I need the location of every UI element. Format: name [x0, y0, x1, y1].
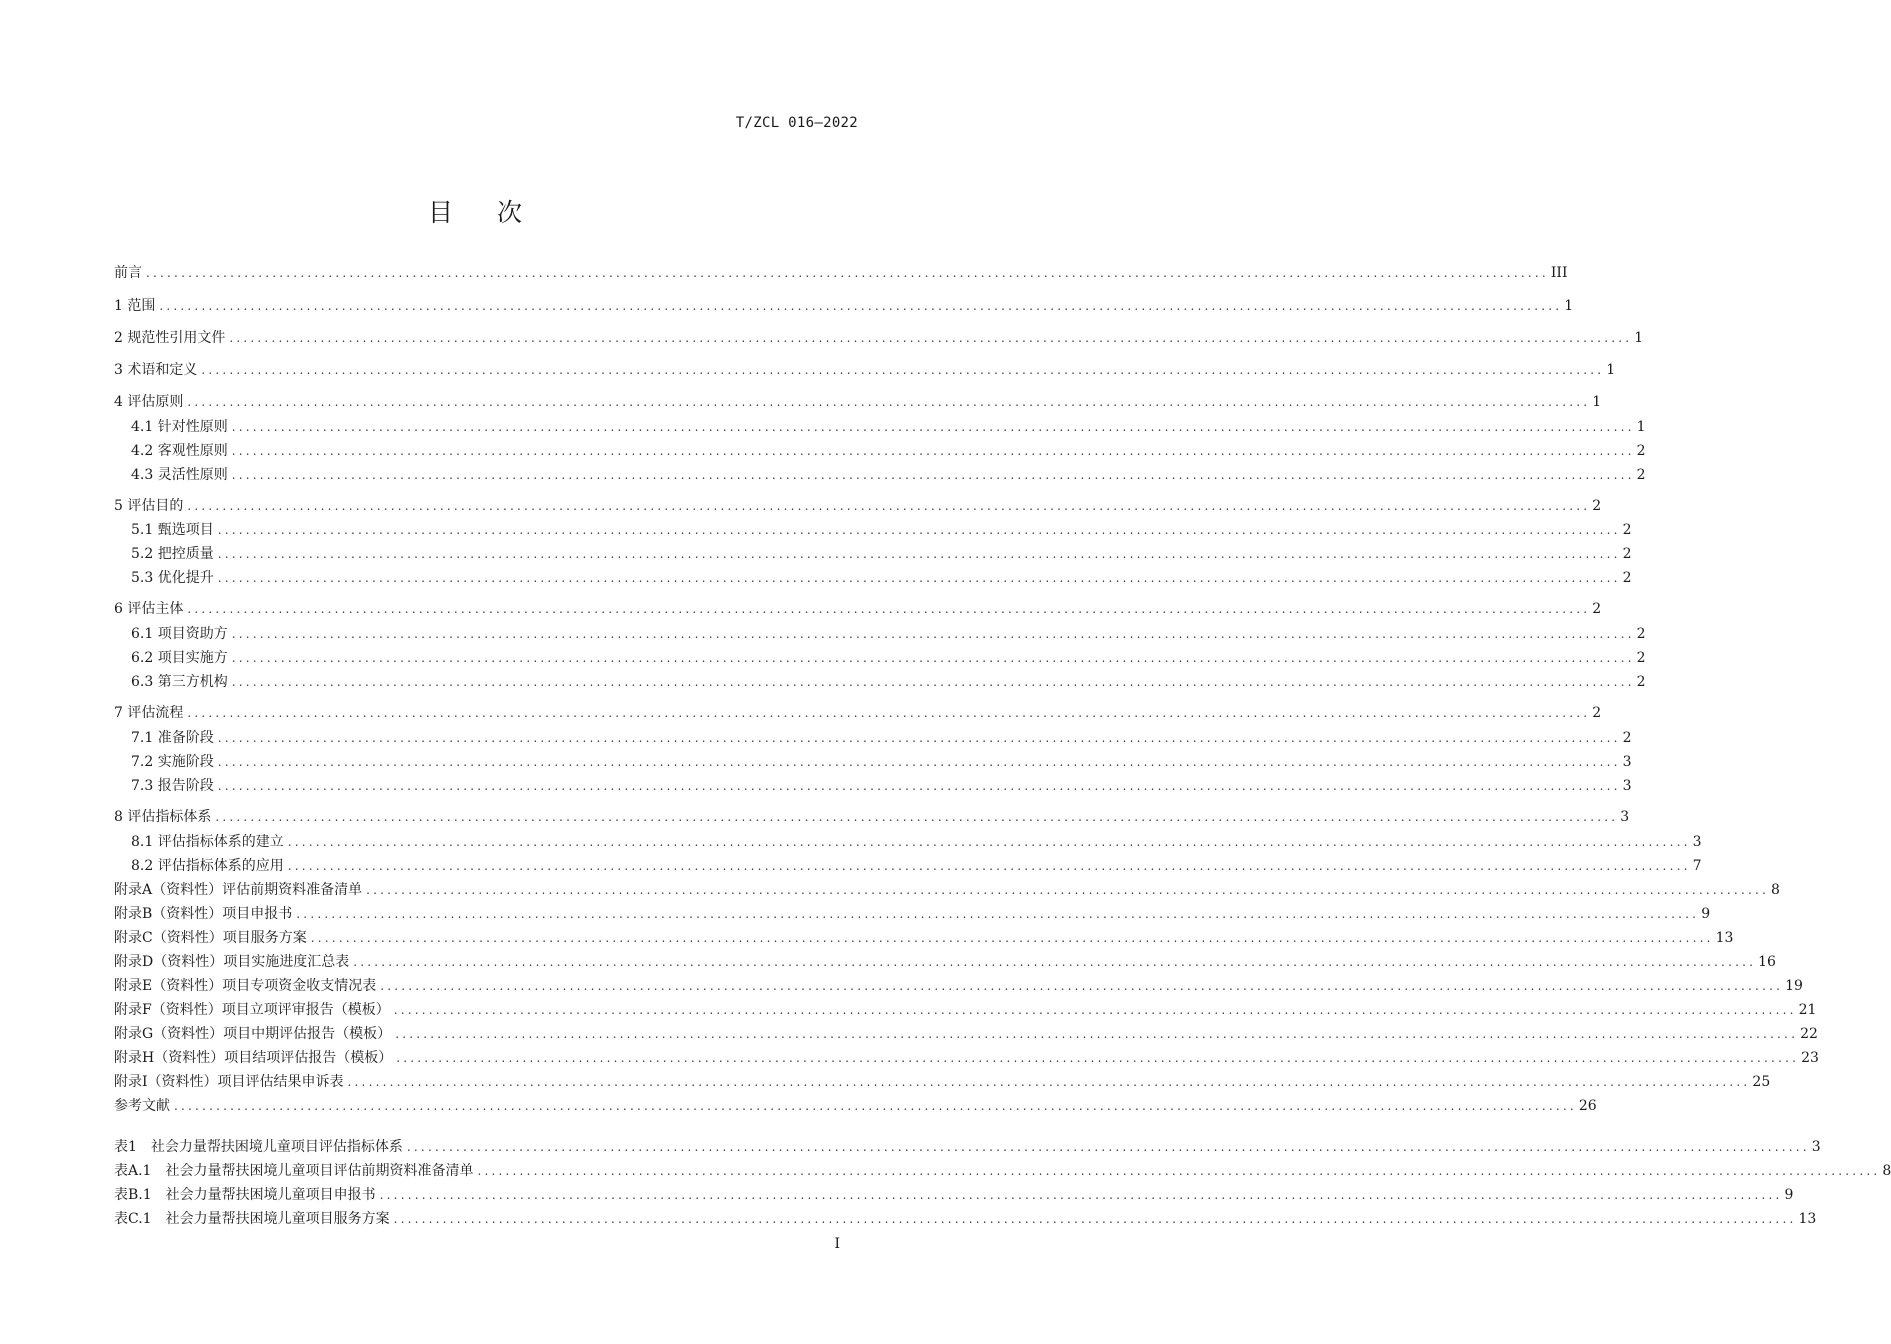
toc-entry-page: 2: [1636, 650, 1646, 666]
toc-entry-label: 5.1 甄选项目: [131, 522, 214, 538]
toc-leader-dots: ........................................................................................................................................................................................................: [396, 1051, 1800, 1065]
toc-entry-label: 附录E（资料性）项目专项资金收支情况表: [114, 978, 377, 994]
toc-entry-page: 2: [1622, 730, 1632, 746]
toc-entry: [114, 262, 1568, 284]
toc-entry-label: 4.2 客观性原则: [131, 443, 228, 459]
toc-entry: [114, 727, 1632, 749]
toc-entry-label: 附录F（资料性）项目立项评审报告（模板）: [114, 1002, 390, 1018]
toc-entry-label: 参考文献: [114, 1098, 170, 1114]
toc-entry-page: 1: [1592, 394, 1602, 410]
toc-leader-dots: ........................................................................................................................................................................................................: [231, 651, 1635, 665]
toc-entry-page: 2: [1592, 705, 1602, 721]
toc-leader-dots: ........................................................................................................................................................................................................: [231, 627, 1635, 641]
toc-entry: [114, 623, 1646, 645]
toc-entry: [114, 359, 1616, 381]
toc-leader-dots: ........................................................................................................................................................................................................: [380, 979, 1784, 993]
toc-entry-page: 2: [1592, 498, 1602, 514]
toc-entry: [114, 775, 1632, 797]
toc-entry-label: 7 评估流程: [114, 705, 184, 721]
page-number: I: [834, 1236, 840, 1252]
toc-entry: [114, 1095, 1597, 1117]
toc-entry: [114, 1208, 1817, 1230]
toc-entry-page: 22: [1800, 1026, 1818, 1042]
toc-leader-dots: ........................................................................................................................................................................................................: [146, 266, 1549, 280]
toc-leader-dots: ........................................................................................................................................................................................................: [310, 931, 1714, 945]
toc-entry-label: 前言: [114, 265, 142, 281]
toc-leader-dots: ........................................................................................................................................................................................................: [231, 675, 1635, 689]
toc-entry-label: 表C.1 社会力量帮扶困境儿童项目服务方案: [114, 1211, 390, 1227]
toc-entry: [114, 1023, 1818, 1045]
toc-entry: [114, 598, 1602, 620]
toc-leader-dots: ........................................................................................................................................................................................................: [174, 1099, 1577, 1113]
toc-entry-page: 13: [1715, 930, 1734, 946]
toc-entry-page: 3: [1622, 754, 1632, 770]
toc-leader-dots: ........................................................................................................................................................................................................: [231, 420, 1635, 434]
toc-entry-page: 21: [1798, 1002, 1817, 1018]
toc-entry-label: 5 评估目的: [114, 498, 184, 514]
toc-entry: [114, 1047, 1819, 1069]
toc-entry-label: 附录G（资料性）项目中期评估报告（模板）: [114, 1026, 392, 1042]
toc-entry: [114, 543, 1632, 565]
toc-entry: [114, 927, 1734, 949]
toc-title-text: 目次: [427, 198, 566, 227]
toc-entry: [114, 903, 1711, 925]
toc-entry-page: 8: [1771, 882, 1780, 898]
toc-entry-label: 5.3 优化提升: [131, 570, 214, 586]
toc-entry-label: 6.1 项目资助方: [131, 626, 228, 642]
toc-entry-page: 2: [1622, 546, 1632, 562]
toc-leader-dots: ........................................................................................................................................................................................................: [231, 468, 1635, 482]
toc-leader-dots: ........................................................................................................................................................................................................: [217, 547, 1621, 561]
toc-entry: [114, 647, 1646, 669]
toc-leader-dots: ........................................................................................................................................................................................................: [347, 1075, 1751, 1089]
toc-entry: [114, 495, 1602, 517]
toc-entry-page: 23: [1801, 1050, 1819, 1066]
toc-entry-label: 7.1 准备阶段: [131, 730, 214, 746]
toc-entry: [114, 391, 1602, 413]
toc-leader-dots: ........................................................................................................................................................................................................: [187, 706, 1591, 720]
toc-entry-page: 3: [1620, 809, 1630, 825]
toc-entry: [114, 951, 1776, 973]
toc-entry: [114, 702, 1602, 724]
toc-entry: [114, 464, 1646, 486]
toc-entry-label: 6.3 第三方机构: [131, 674, 228, 690]
toc-entry: [114, 879, 1780, 901]
toc-leader-dots: ........................................................................................................................................................................................................: [287, 859, 1691, 873]
toc-entry-page: 2: [1636, 443, 1646, 459]
toc-entry-label: 6 评估主体: [114, 601, 184, 617]
toc-entry: [114, 1071, 1771, 1093]
toc-entry-page: 9: [1701, 906, 1711, 922]
toc-leader-dots: ........................................................................................................................................................................................................: [187, 499, 1591, 513]
toc-entry-page: 1: [1636, 419, 1646, 435]
toc-entry-label: 表1 社会力量帮扶困境儿童项目评估指标体系: [114, 1139, 403, 1155]
toc-entry-page: 1: [1564, 298, 1574, 314]
toc-entry-page: 3: [1622, 778, 1632, 794]
toc-entry: [114, 327, 1644, 349]
toc-entry-page: 2: [1636, 626, 1646, 642]
toc-entry-page: 1: [1606, 362, 1616, 378]
toc-entry-label: 附录I（资料性）项目评估结果申诉表: [114, 1074, 344, 1090]
toc-leader-dots: ........................................................................................................................................................................................................: [395, 1027, 1799, 1041]
toc-entry: [114, 855, 1702, 877]
toc-entry: [114, 519, 1632, 541]
toc-entry: [114, 751, 1632, 773]
toc-entry-page: 26: [1578, 1098, 1597, 1114]
toc-leader-dots: ........................................................................................................................................................................................................: [379, 1188, 1783, 1202]
toc-leader-dots: ........................................................................................................................................................................................................: [366, 883, 1769, 897]
toc-entry-label: 4 评估原则: [114, 394, 184, 410]
toc-entry-page: 7: [1692, 858, 1702, 874]
toc-entry-page: 13: [1798, 1211, 1817, 1227]
toc-entry: [114, 806, 1630, 828]
toc-leader-dots: ........................................................................................................................................................................................................: [231, 444, 1635, 458]
toc-entry-label: 附录B（资料性）项目申报书: [114, 906, 293, 922]
toc-leader-dots: ........................................................................................................................................................................................................: [393, 1003, 1797, 1017]
toc-leader-dots: ........................................................................................................................................................................................................: [393, 1212, 1797, 1226]
toc-entry-page: 19: [1785, 978, 1803, 994]
toc-entry: [114, 440, 1646, 462]
toc-entry-label: 8.1 评估指标体系的建立: [131, 834, 284, 850]
toc-entry-label: 附录H（资料性）项目结项评估报告（模板）: [114, 1050, 393, 1066]
toc-entry-label: 5.2 把控质量: [131, 546, 214, 562]
toc-title: [0, 193, 950, 229]
toc-entry: [114, 416, 1646, 438]
toc-leader-dots: ........................................................................................................................................................................................................: [217, 731, 1621, 745]
toc-entry-label: 表B.1 社会力量帮扶困境儿童项目申报书: [114, 1187, 376, 1203]
toc-leader-dots: ........................................................................................................................................................................................................: [406, 1140, 1810, 1154]
toc-entry-page: 2: [1592, 601, 1602, 617]
toc-leader-dots: ........................................................................................................................................................................................................: [201, 363, 1605, 377]
toc-entry-page: 25: [1752, 1074, 1771, 1090]
toc-entry-page: 3: [1811, 1139, 1821, 1155]
toc-leader-dots: ........................................................................................................................................................................................................: [477, 1164, 1881, 1178]
toc-entry: [114, 1184, 1794, 1206]
toc-entry-page: 9: [1784, 1187, 1794, 1203]
toc-entry-page: 2: [1622, 522, 1632, 538]
toc-entry-label: 7.2 实施阶段: [131, 754, 214, 770]
toc-leader-dots: ........................................................................................................................................................................................................: [296, 907, 1700, 921]
toc-entry-label: 8 评估指标体系: [114, 809, 212, 825]
document-code: T/ZCL 016—2022: [735, 115, 858, 131]
toc-entry: [114, 567, 1632, 589]
toc-leader-dots: ........................................................................................................................................................................................................: [187, 395, 1591, 409]
toc-leader-dots: ........................................................................................................................................................................................................: [215, 810, 1619, 824]
toc-entry: [114, 1136, 1821, 1158]
toc-entry-page: 2: [1636, 674, 1646, 690]
toc-entry-label: 附录D（资料性）项目实施进度汇总表: [114, 954, 350, 970]
toc-entry-page: 3: [1692, 834, 1702, 850]
toc-entry-label: 3 术语和定义: [114, 362, 198, 378]
toc-entry-page: 1: [1634, 330, 1644, 346]
toc-entry-label: 8.2 评估指标体系的应用: [131, 858, 284, 874]
toc-entry-page: 2: [1622, 570, 1632, 586]
toc-entry-page: 8: [1882, 1163, 1891, 1179]
toc-entry-label: 6.2 项目实施方: [131, 650, 228, 666]
toc-entry-label: 4.3 灵活性原则: [131, 467, 228, 483]
toc-entry: [114, 671, 1646, 693]
toc-leader-dots: ........................................................................................................................................................................................................: [159, 299, 1563, 313]
toc-entry: [114, 1160, 1891, 1182]
toc-entry: [114, 295, 1574, 317]
toc-entry-page: 2: [1636, 467, 1646, 483]
toc-entry-page: III: [1550, 265, 1568, 281]
toc-entry-label: 4.1 针对性原则: [131, 419, 228, 435]
toc-entry-label: 7.3 报告阶段: [131, 778, 214, 794]
toc-entry-label: 2 规范性引用文件: [114, 330, 226, 346]
toc-entry-label: 1 范围: [114, 298, 156, 314]
toc-leader-dots: ........................................................................................................................................................................................................: [217, 755, 1621, 769]
toc-entry: [114, 999, 1817, 1021]
toc-entry-page: 16: [1758, 954, 1776, 970]
toc-leader-dots: ........................................................................................................................................................................................................: [217, 779, 1621, 793]
toc-entry-label: 表A.1 社会力量帮扶困境儿童项目评估前期资料准备清单: [114, 1163, 474, 1179]
toc-leader-dots: ........................................................................................................................................................................................................: [187, 602, 1591, 616]
toc-leader-dots: ........................................................................................................................................................................................................: [287, 835, 1691, 849]
toc-leader-dots: ........................................................................................................................................................................................................: [353, 955, 1757, 969]
toc-entry-label: 附录A（资料性）评估前期资料准备清单: [114, 882, 363, 898]
toc-leader-dots: ........................................................................................................................................................................................................: [217, 523, 1621, 537]
toc-entry-label: 附录C（资料性）项目服务方案: [114, 930, 307, 946]
toc-leader-dots: ........................................................................................................................................................................................................: [229, 331, 1633, 345]
toc-entry: [114, 831, 1702, 853]
toc-entry: [114, 975, 1803, 997]
toc-leader-dots: ........................................................................................................................................................................................................: [217, 571, 1621, 585]
